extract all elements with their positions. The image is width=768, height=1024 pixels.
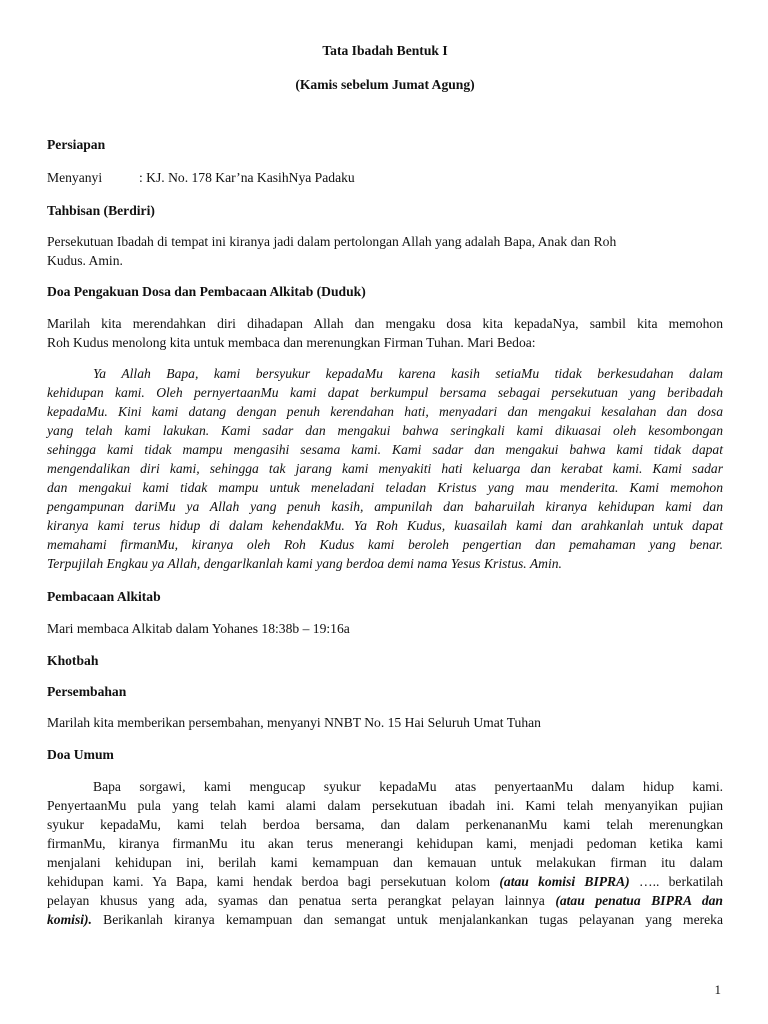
doa-umum-line [47, 874, 723, 890]
doa-umum-line [47, 912, 723, 928]
document-title: Tata Ibadah Bentuk I [322, 43, 448, 58]
doa-umum-text: pelayan khusus yang ada, syamas dan penatua serta perangkat pelayan lainnya [47, 893, 545, 908]
prayer-line: kepadaMu. Kini kami datang dengan penuh kerendahan hati, menyadari dan mengakui kesalahan dan dosa [47, 404, 723, 419]
tahbisan-line: Kudus. Amin. [47, 253, 123, 268]
doa-umum-line [47, 893, 723, 909]
heading-persiapan: Persiapan [47, 137, 106, 152]
page-number: 1 [714, 982, 721, 997]
persiapan-label: Menyanyi [47, 170, 103, 185]
prayer-line: memahami firmanMu, kiranya oleh Roh Kudus kami beroleh pengertian dan pemahaman yang benar. [47, 537, 723, 552]
heading-persembahan: Persembahan [47, 684, 127, 699]
doa-pengakuan-intro-line: Roh Kudus menolong kita untuk membaca dan merenungkan Firman Tuhan. Mari Bedoa: [47, 335, 536, 350]
heading-pembacaan: Pembacaan Alkitab [47, 589, 161, 604]
doa-pengakuan-intro-line: Marilah kita merendahkan diri dihadapan Allah dan mengaku dosa kita kepadaNya, sambil kita memohon [47, 316, 723, 331]
persiapan-value: : KJ. No. 178 Kar’na KasihNya Padaku [139, 170, 355, 185]
doa-umum-emphasis: komisi). [47, 912, 92, 927]
doa-umum-line: firmanMu, kiranya firmanMu itu akan terus menerangi kehidupan kami, menjadi pedoman ketika kami [47, 836, 723, 851]
persembahan-text: Marilah kita memberikan persembahan, menyanyi NNBT No. 15 Hai Seluruh Umat Tuhan [47, 715, 541, 730]
prayer-line: mengendalikan diri kami, sehingga tak jarang kami menyakiti hati keluarga dan kerabat kami. Kami sadar [47, 461, 723, 476]
doa-umum-emphasis: (atau penatua BIPRA dan [555, 893, 723, 908]
prayer-line: yang telah kami lakukan. Kami sadar dan mengakui bahwa seringkali kami dikuasai oleh kesombongan [47, 423, 723, 438]
doa-umum-line: PenyertaanMu pula yang telah kami alami dalam persekutuan ibadah ini. Kami telah menyanyikan pujian [47, 798, 723, 813]
prayer-line: kehidupan kami. Oleh pernyertaanMu kami dapat berkumpul bersama sebagai persekutuan yang beribadah [47, 385, 723, 400]
prayer-line: dan mengakui kami tidak mampu untuk meneladani teladan Kristus yang mau menderita. Kami memohon [47, 480, 723, 495]
document-subtitle: (Kamis sebelum Jumat Agung) [295, 77, 475, 92]
prayer-line: kiranya kami terus hidup di dalam kehendakMu. Ya Roh Kudus, kuasailah kami dan arahkanlah untuk dapat [47, 518, 723, 533]
heading-doa-umum: Doa Umum [47, 747, 114, 762]
doa-umum-emphasis: (atau komisi BIPRA) [499, 874, 630, 889]
doa-umum-line: Bapa sorgawi, kami mengucap syukur kepadaMu atas penyertaanMu dalam hidup kami. [93, 779, 723, 794]
doa-umum-line: menjalani kehidupan ini, berilah kami kemampuan dan kemauan untuk melakukan firman itu dalam [47, 855, 723, 870]
prayer-line: Ya Allah Bapa, kami bersyukur kepadaMu karena kasih setiaMu tidak berkesudahan dalam [93, 366, 723, 381]
doa-umum-text: kehidupan kami. Ya Bapa, kami hendak berdoa bagi persekutuan kolom [47, 874, 491, 889]
prayer-line: pengampunan dariMu ya Allah yang penuh kasih, ampunilah dan baharuilah kiranya kehidupan kami dan [47, 499, 723, 514]
heading-khotbah: Khotbah [47, 653, 99, 668]
heading-doa-pengakuan: Doa Pengakuan Dosa dan Pembacaan Alkitab (Duduk) [47, 284, 366, 299]
doa-umum-text: ….. berkatilah [638, 874, 723, 889]
prayer-line: sehingga kami tidak mampu mengasihi sesama kami. Kami sadar dan mengakui bahwa kami tidak dapat [47, 442, 723, 457]
tahbisan-line: Persekutuan Ibadah di tempat ini kiranya jadi dalam pertolongan Allah yang adalah Bapa, Anak dan Roh [47, 234, 617, 249]
doa-umum-text: Berikanlah kiranya kemampuan dan semangat untuk menjalankankan tugas pelayanan yang mereka [103, 912, 723, 927]
pembacaan-text: Mari membaca Alkitab dalam Yohanes 18:38b – 19:16a [47, 621, 350, 636]
heading-tahbisan: Tahbisan (Berdiri) [47, 203, 155, 218]
prayer-line: Terpujilah Engkau ya Allah, dengarlkanlah kami yang berdoa demi nama Yesus Kristus. Amin. [47, 556, 562, 571]
doa-umum-line: syukur kepadaMu, kami telah berdoa bersama, dan dalam perkenananMu kami telah merenungkan [47, 817, 723, 832]
